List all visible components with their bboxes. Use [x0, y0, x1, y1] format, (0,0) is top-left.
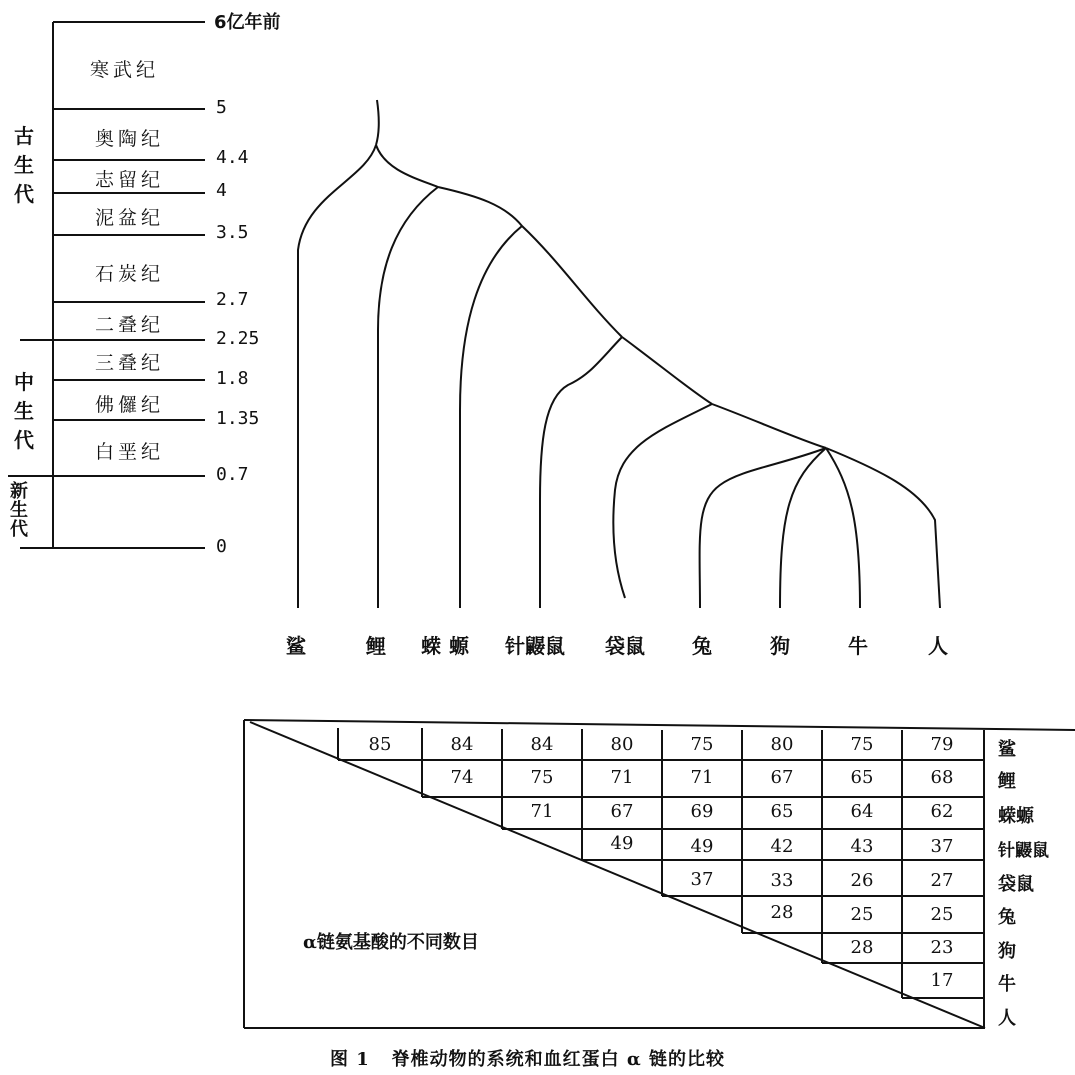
branch-node3	[522, 226, 622, 337]
branch-echidna	[540, 337, 622, 608]
tick-label-5: 5	[216, 97, 227, 118]
matrix-cell: 37	[930, 836, 954, 857]
matrix-cell: 28	[770, 902, 794, 923]
matrix-cell: 64	[850, 801, 874, 822]
tick-label-1.35: 1.35	[216, 408, 260, 429]
period-cambrian: 寒武纪	[90, 59, 160, 81]
matrix-cell: 65	[770, 801, 794, 822]
branch-node5	[712, 404, 826, 448]
leaf-carp: 鲤	[366, 634, 386, 658]
branch-cow	[826, 448, 860, 608]
leaf-human: 人	[928, 634, 948, 658]
row-label-salamander: 蝾螈	[998, 806, 1034, 827]
matrix-cell: 80	[770, 734, 794, 755]
matrix-cell: 49	[690, 836, 714, 857]
matrix-note: α链氨基酸的不同数目	[303, 932, 479, 953]
matrix-cell: 69	[690, 801, 714, 822]
branch-node1	[376, 145, 438, 187]
matrix-cell: 62	[930, 801, 954, 822]
leaf-echidna: 针鼹鼠	[505, 634, 565, 658]
matrix-cell: 75	[530, 767, 554, 788]
era-paleozoic: 古 生 代	[14, 124, 34, 206]
branch-human	[826, 448, 940, 608]
matrix-cell: 84	[450, 734, 474, 755]
period-devonian: 泥盆纪	[95, 207, 165, 229]
row-label-human: 人	[998, 1008, 1016, 1029]
period-carboniferous: 石炭纪	[95, 263, 165, 285]
matrix-cell: 71	[690, 767, 714, 788]
row-label-rabbit: 兔	[998, 907, 1016, 928]
leaf-rabbit: 兔	[692, 634, 712, 658]
leaf-dog: 狗	[770, 634, 790, 658]
period-silurian: 志留纪	[95, 169, 165, 191]
matrix-cell: 33	[770, 870, 794, 891]
matrix-cell: 26	[850, 870, 874, 891]
matrix-cell: 75	[850, 734, 874, 755]
branch-rabbit	[700, 448, 826, 608]
matrix-cell: 84	[530, 734, 554, 755]
branch-kangaroo	[613, 404, 712, 598]
leaf-salamander: 蝾螈	[421, 634, 477, 658]
row-label-dog: 狗	[998, 941, 1016, 962]
matrix-cell: 49	[610, 833, 634, 854]
tick-label-4: 4	[216, 180, 227, 201]
matrix-cell: 75	[690, 734, 714, 755]
matrix-cell: 71	[530, 801, 554, 822]
leaf-cow: 牛	[848, 634, 868, 658]
branch-dog	[780, 448, 826, 608]
tick-label-0.7: 0.7	[216, 464, 249, 485]
matrix-cell: 37	[690, 869, 714, 890]
branch-node4	[622, 337, 712, 404]
leaf-kangaroo: 袋鼠	[605, 634, 645, 658]
matrix-cell: 80	[610, 734, 634, 755]
period-cretaceous: 白垩纪	[95, 441, 165, 463]
matrix-cell: 43	[850, 836, 874, 857]
leaf-shark: 鲨	[286, 634, 306, 658]
tree-root	[376, 100, 379, 145]
era-cenozoic: 新 生 代	[10, 481, 28, 540]
branch-salamander	[460, 226, 522, 608]
figure-caption: 图 1 脊椎动物的系统和血红蛋白 α 链的比较	[330, 1049, 725, 1070]
period-jurassic: 佛儸纪	[95, 394, 165, 416]
row-label-carp: 鲤	[998, 771, 1016, 792]
matrix-cell: 25	[850, 904, 874, 925]
matrix-cell: 27	[930, 870, 954, 891]
matrix-cell: 65	[850, 767, 874, 788]
tick-label-0: 0	[216, 536, 227, 557]
matrix-cell: 25	[930, 904, 954, 925]
matrix-cell: 17	[930, 970, 954, 991]
matrix-cell: 67	[610, 801, 634, 822]
row-label-kangaroo: 袋鼠	[998, 874, 1034, 895]
tick-label-2.7: 2.7	[216, 289, 249, 310]
tick-label-3.5: 3.5	[216, 222, 249, 243]
tick-label-6: 6亿年前	[214, 12, 281, 33]
matrix-cell: 23	[930, 937, 954, 958]
tick-label-4.4: 4.4	[216, 147, 249, 168]
matrix-top-line	[244, 720, 1075, 730]
era-mesozoic: 中 生 代	[14, 370, 34, 452]
tick-label-2.25: 2.25	[216, 328, 260, 349]
matrix-cell: 68	[930, 767, 954, 788]
matrix-cell: 42	[770, 836, 794, 857]
matrix-cell: 71	[610, 767, 634, 788]
row-label-echidna: 针鼹鼠	[998, 841, 1049, 861]
row-label-shark: 鲨	[998, 739, 1016, 760]
period-ordovician: 奥陶纪	[95, 128, 165, 150]
matrix-cell: 79	[930, 734, 954, 755]
matrix-cell: 67	[770, 767, 794, 788]
branch-shark	[298, 145, 376, 608]
branch-carp	[378, 187, 438, 608]
period-triassic: 三叠纪	[95, 352, 165, 374]
matrix-cell: 28	[850, 937, 874, 958]
period-permian: 二叠纪	[95, 314, 165, 336]
branch-node2	[438, 187, 522, 226]
matrix-cell: 85	[368, 734, 392, 755]
matrix-cell: 74	[450, 767, 474, 788]
tick-label-1.8: 1.8	[216, 368, 249, 389]
row-label-cow: 牛	[998, 974, 1016, 995]
